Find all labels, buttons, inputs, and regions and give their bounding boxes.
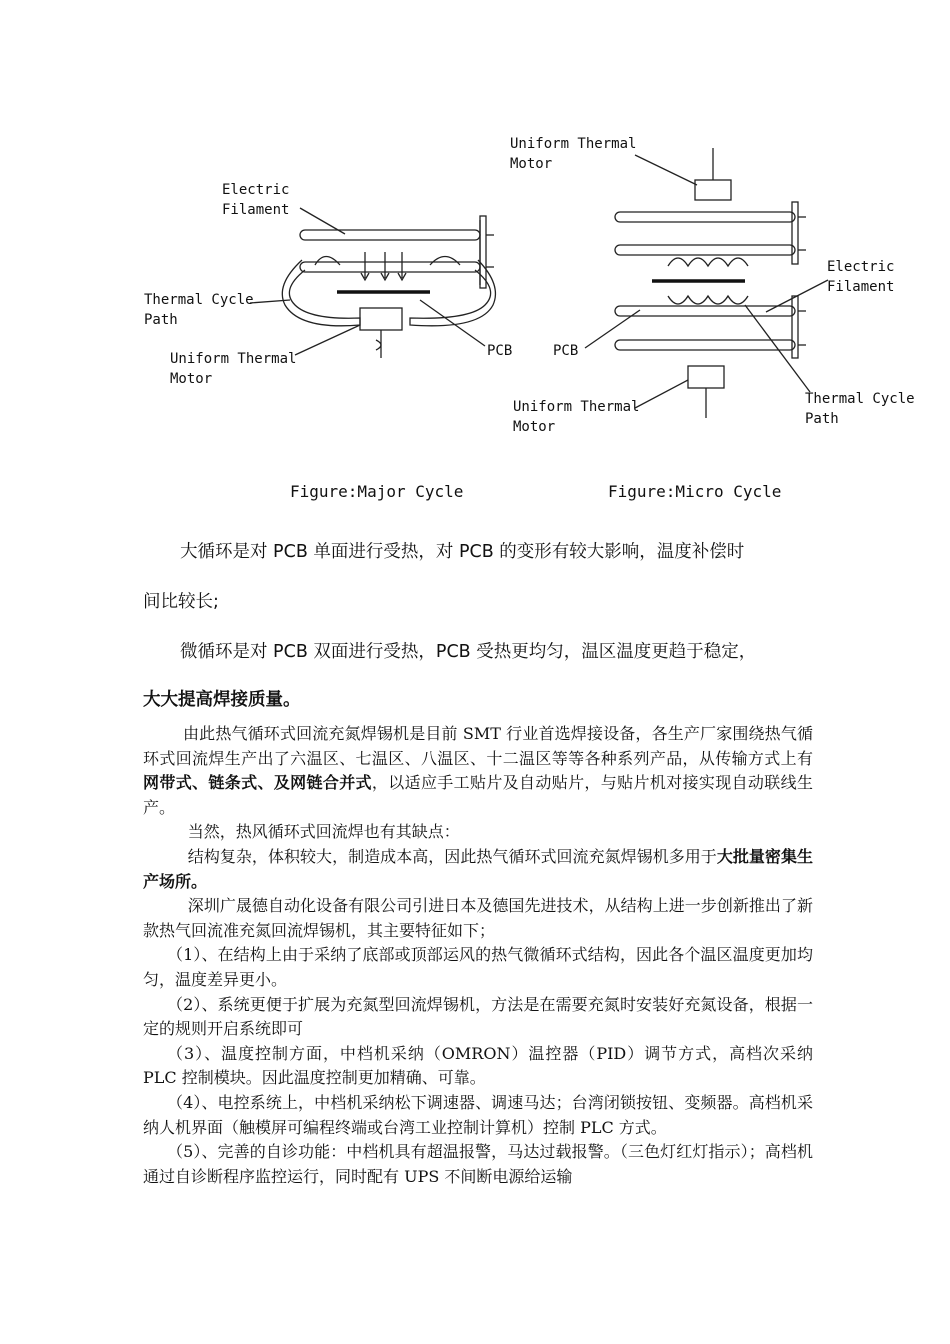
feature-item-5: （5）、完善的自诊功能：中档机具有超温报警，马达过载报警。（三色灯红灯指示）；高档机通过自诊断程序监控运行，同时配有 UPS 不间断电源给运输	[143, 1142, 813, 1186]
major-motor-box	[360, 308, 402, 330]
micro-cycle-diagram	[585, 148, 828, 418]
micro-summary-line2: 大大提高焊接质量。	[143, 690, 301, 710]
micro-summary-line1: 微循环是对 PCB 双面进行受热，PCB 受热更均匀，温区温度更趋于稳定，	[180, 642, 757, 662]
paragraph-1	[143, 722, 813, 820]
major-pcb-label: PCB	[487, 343, 513, 359]
feature-item-3: （3）、温度控制方面，中档机采纳（OMRON）温控器（PID）调节方式，高档次采纳 PLC 控制模块。因此温度控制更加精确、可靠。	[143, 1043, 813, 1088]
micro-motor-bottom-box	[688, 366, 724, 388]
feature-item-1: （1）、在结构上由于采纳了底部或顶部运风的热气微循环式结构，因此各个温区温度更加均匀，温度差异更小。	[143, 945, 813, 989]
feature-item-4: （4）、电控系统上，中档机采纳松下调速器、调速马达；台湾闭锁按钮、变频器。高档机采纳人机界面（触模屏可编程终端或台湾工业控制计算机）控制 PLC 方式。	[143, 1092, 813, 1137]
major-summary-line2: 间比较长;	[143, 592, 219, 612]
major-cycle-caption: Figure:Major Cycle	[290, 482, 464, 501]
paragraph-4: 深圳广晟德自动化设备有限公司引进日本及德国先进技术，从结构上进一步创新推出了新款热气回流准充氮回流焊锡机，其主要特征如下；	[143, 896, 813, 940]
micro-motor-top-label: Uniform Thermal Motor	[510, 136, 637, 172]
micro-pcb-label: PCB	[553, 343, 579, 359]
feature-item-2: （2）、系统更便于扩展为充氮型回流焊锡机，方法是在需要充氮时安装好充氮设备，根据一定的规则开启系统即可	[143, 994, 813, 1039]
micro-motor-bottom-label: Uniform Thermal Motor	[513, 399, 640, 435]
p1-text-b: ，以适应手工贴片及自动贴片，与贴片机对接实现自动联线生产。	[143, 773, 813, 817]
major-cycle-diagram	[250, 208, 495, 358]
p1-bold: 网带式、链条式、及网链合并式	[143, 773, 372, 793]
p3-bold: 大批量密集生产场所。	[143, 846, 813, 891]
paragraph-2: 当然，热风循环式回流焊也有其缺点：	[187, 822, 460, 842]
major-summary-line1: 大循环是对 PCB 单面进行受热，对 PCB 的变形有较大影响，温度补偿时	[180, 542, 745, 562]
paragraph-3	[143, 845, 813, 894]
p3-text: 结构复杂，体积较大，制造成本高，因此热气循环式回流充氮焊锡机多用于	[187, 846, 717, 866]
major-filament-label: Electric Filament	[222, 182, 290, 218]
micro-path-label: Thermal Cycle Path	[805, 391, 915, 427]
major-motor-label: Uniform Thermal Motor	[170, 351, 297, 387]
micro-heater-tube-1	[615, 212, 795, 222]
micro-heater-tube-2	[615, 245, 795, 255]
micro-motor-top-box	[695, 180, 731, 200]
major-heater-tube-top	[300, 230, 480, 240]
reflow-figure	[130, 120, 930, 510]
major-path-label: Thermal Cycle Path	[144, 292, 254, 328]
micro-heater-tube-4	[615, 340, 795, 350]
body-text	[143, 722, 813, 1189]
major-heater-tube-bottom	[300, 262, 480, 272]
micro-filament-label: Electric Filament	[827, 259, 895, 295]
micro-cycle-caption: Figure:Micro Cycle	[608, 482, 782, 501]
p1-text-a: 由此热气循环式回流充氮焊锡机是目前 SMT 行业首选焊接设备，各生产厂家围绕热气循环式回流焊生产出了六温区、七温区、八温区、十二温区等等各种系列产品，从传输方式上有	[143, 724, 813, 768]
